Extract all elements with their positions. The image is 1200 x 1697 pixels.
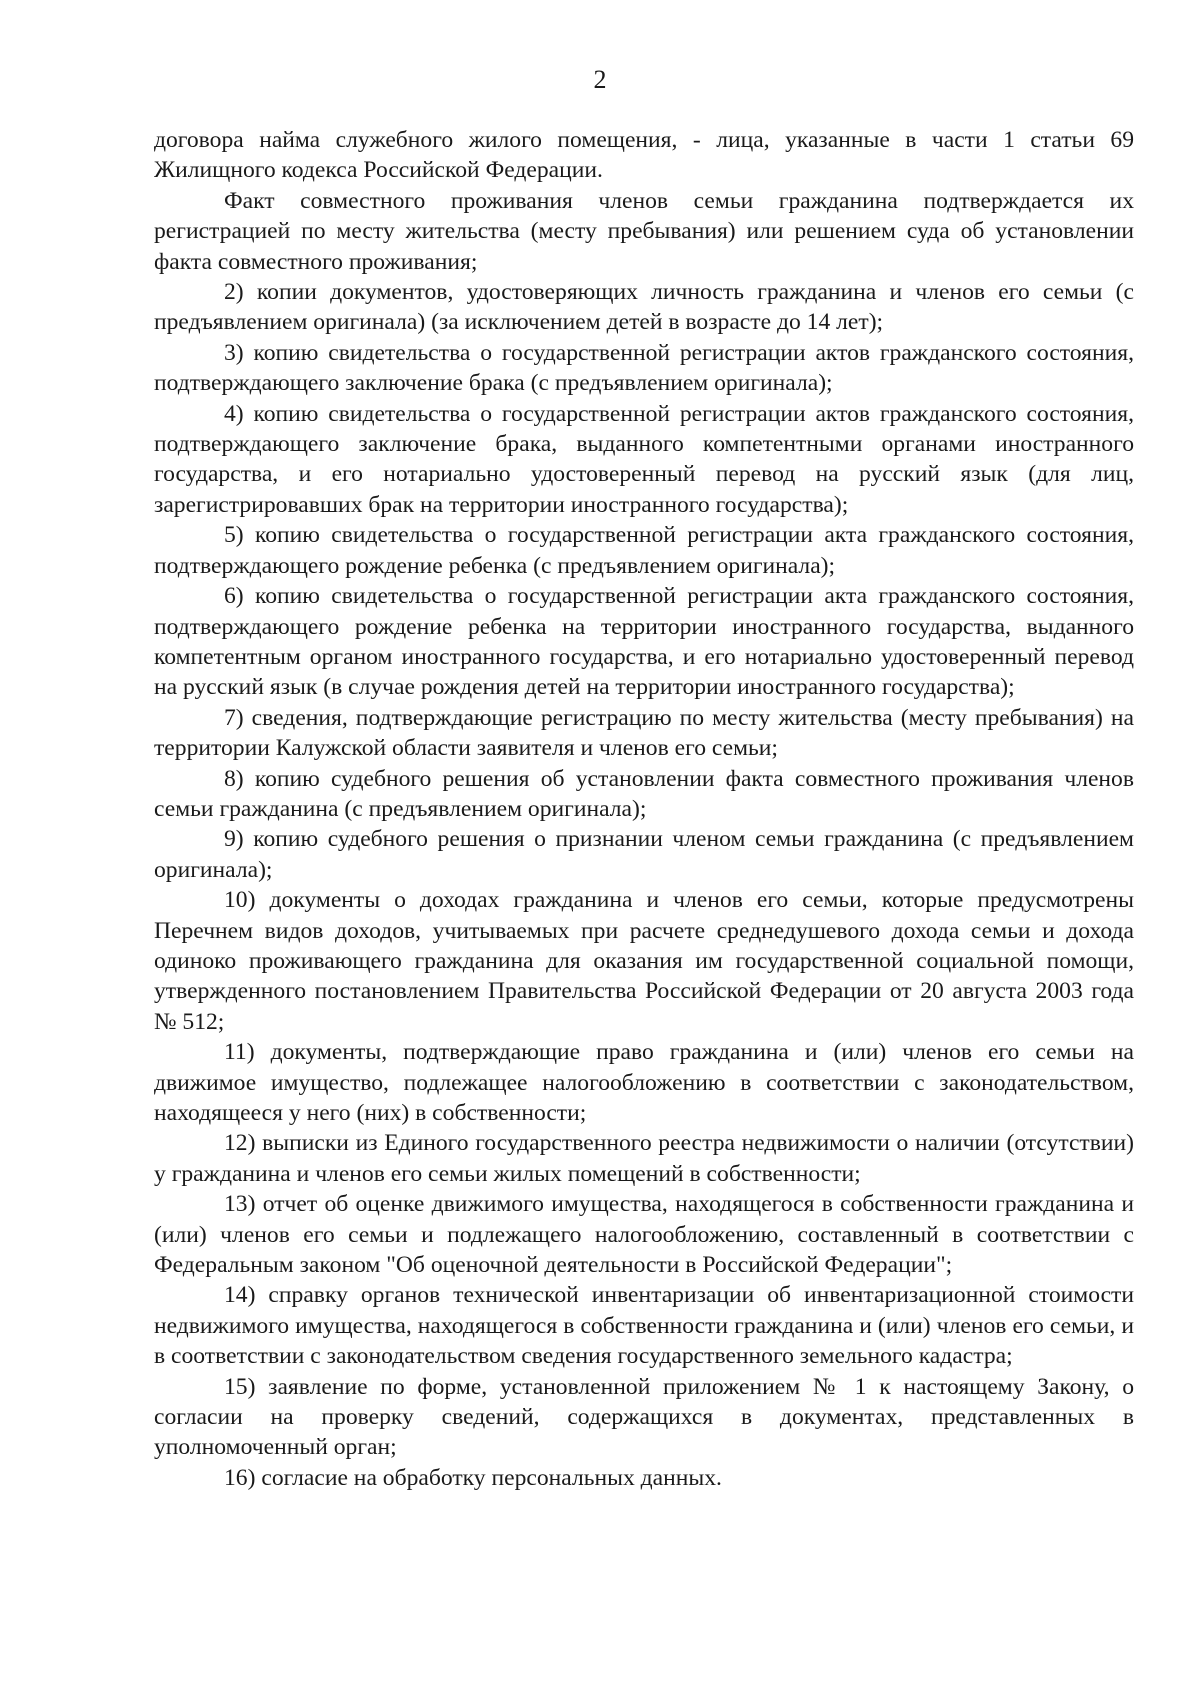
list-item-9: 9) копию судебного решения о признании членом семьи гражданина (с предъявлением оригинала);	[154, 826, 1134, 883]
list-item-4: 4) копию свидетельства о государственной регистрации актов гражданского состояния, подтверждающего заключение брака, выданного компетентными органами иностранного государства, и его нотариально удостоверенный перевод на русский язык (для лиц, зарегистрировавших брак на территории иностранного государства);	[154, 400, 1134, 518]
list-item-7: 7) сведения, подтверждающие регистрацию по месту жительства (месту пребывания) на территории Калужской области заявителя и членов его семьи;	[154, 704, 1134, 762]
paragraph-cohabitation-fact: Факт совместного проживания членов семьи гражданина подтверждается их регистрацией по месту жительства (месту пребывания) или решением суда об установлении факта совместного проживания;	[154, 187, 1134, 275]
list-item-5: 5) копию свидетельства о государственной регистрации акта гражданского состояния, подтверждающего рождение ребенка (с предъявлением оригинала);	[154, 522, 1134, 579]
list-item-15: 15) заявление по форме, установленной приложением № 1 к настоящему Закону, о согласии на проверку сведений, содержащихся в документах, представленных в уполномоченный орган;	[154, 1373, 1134, 1461]
list-item-10: 10) документы о доходах гражданина и членов его семьи, которые предусмотрены Перечнем видов доходов, учитываемых при расчете среднедушевого дохода семьи и дохода одиноко проживающего гражданина для оказания им государственной социальной помощи, утвержденного постановлением Правительства Российской Федерации от 20 августа 2003 года № 512;	[154, 887, 1134, 1035]
page-number: 2	[593, 65, 607, 94]
list-item-13: 13) отчет об оценке движимого имущества, находящегося в собственности гражданина и (или) членов его семьи и подлежащего налогообложению, составленный в соответствии с Федеральным законом "Об оценочной деятельности в Российской Федерации";	[154, 1191, 1134, 1279]
paragraph-continuation: договора найма служебного жилого помещения, - лица, указанные в части 1 статьи 69 Жилищного кодекса Российской Федерации.	[154, 127, 1134, 184]
list-item-3: 3) копию свидетельства о государственной регистрации актов гражданского состояния, подтверждающего заключение брака (с предъявлением оригинала);	[154, 339, 1134, 397]
list-item-12: 12) выписки из Единого государственного реестра недвижимости о наличии (отсутствии) у гражданина и членов его семьи жилых помещений в собственности;	[154, 1130, 1134, 1187]
list-item-11: 11) документы, подтверждающие право гражданина и (или) членов его семьи на движимое имущество, подлежащее налогообложению в соответствии с законодательством, находящееся у него (них) в собственности;	[154, 1039, 1134, 1126]
document-body	[154, 125, 1134, 1493]
list-item-2: 2) копии документов, удостоверяющих личность гражданина и членов его семьи (с предъявлением оригинала) (за исключением детей в возрасте до 14 лет);	[154, 279, 1134, 336]
list-item-6: 6) копию свидетельства о государственной регистрации акта гражданского состояния, подтверждающего рождение ребенка на территории иностранного государства, выданного компетентным органом иностранного государства, и его нотариально удостоверенный перевод на русский язык (в случае рождения детей на территории иностранного государства);	[154, 583, 1134, 701]
list-item-16: 16) согласие на обработку персональных данных.	[224, 1464, 722, 1491]
list-item-14: 14) справку органов технической инвентаризации об инвентаризационной стоимости недвижимого имущества, находящегося в собственности гражданина и (или) членов его семьи, и в соответствии с законодательством сведения государственного земельного кадастра;	[154, 1282, 1134, 1370]
list-item-8: 8) копию судебного решения об установлении факта совместного проживания членов семьи гражданина (с предъявлением оригинала);	[154, 765, 1134, 822]
